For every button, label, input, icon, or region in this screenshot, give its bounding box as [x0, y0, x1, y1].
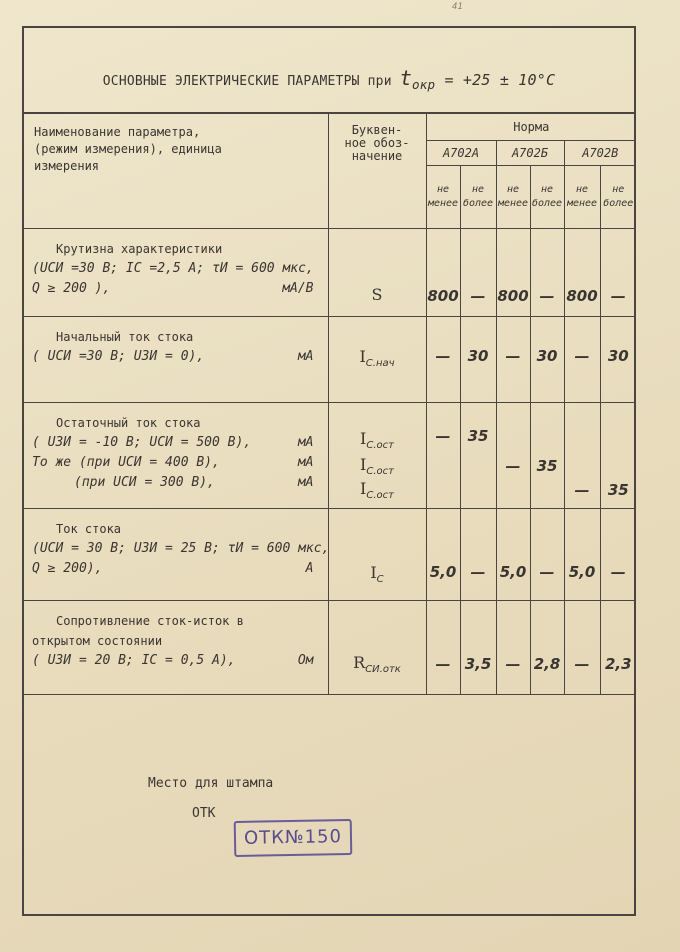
symbol-cell	[328, 403, 426, 509]
value: 800	[566, 287, 598, 305]
header-type-a: А702А	[426, 141, 496, 166]
value: 30	[467, 347, 489, 365]
param-cell: Крутизна характеристики (UСИ =30 В; IС =2,5 А; τИ = 600 мкс, Q ≥ 200 ), мА/В	[22, 229, 328, 317]
header-min-v: не менее	[564, 166, 600, 229]
header-min-b: не менее	[496, 166, 530, 229]
unit-label: мА	[297, 349, 314, 364]
value: 2,3	[604, 655, 632, 673]
stamp-place-label: Место для штампа	[148, 776, 274, 791]
symbol: S	[371, 285, 383, 304]
header-min-a: не менее	[426, 166, 460, 229]
symbol-cell	[328, 601, 426, 695]
symbol: $R_{СИ.отк}$	[353, 653, 401, 676]
value: 5,0	[429, 563, 457, 581]
value: 800	[497, 287, 529, 305]
value: —	[539, 287, 555, 305]
value: 35	[536, 457, 558, 475]
value: 5,0	[499, 563, 527, 581]
symbol: $I_С$	[370, 563, 384, 586]
unit-label: мА	[297, 455, 314, 470]
header-type-b: А702Б	[496, 141, 564, 166]
symbol-cell	[328, 317, 426, 403]
value: 30	[607, 347, 629, 365]
value: —	[610, 287, 626, 305]
param-cell: Сопротивление сток-исток в открытом состоянии ( UЗИ = 20 В; IС = 0,5 А), Ом	[22, 601, 328, 695]
value: —	[574, 347, 590, 365]
header-type-v: А702В	[564, 141, 636, 166]
symbol-cell	[328, 229, 426, 317]
table-row	[22, 509, 636, 601]
header-symbol: Буквен- ное обоз- начение	[328, 114, 426, 229]
value: —	[574, 655, 590, 673]
unit-label: А	[305, 561, 314, 576]
table-row	[22, 229, 636, 317]
value: 2,8	[533, 655, 561, 673]
parameters-table	[22, 114, 636, 695]
symbol: $I_{С.нач}$	[359, 347, 395, 370]
value: —	[505, 655, 521, 673]
symbol: $I_{С.ост}$	[360, 429, 394, 452]
value: —	[610, 563, 626, 581]
value: 35	[467, 427, 489, 445]
title-temperature: $t_{окр} = +25 \pm 10^\circ C$	[399, 66, 556, 92]
value: —	[505, 457, 521, 475]
unit-label: мА	[297, 475, 314, 490]
value: —	[574, 481, 590, 499]
value: —	[539, 563, 555, 581]
value: 35	[607, 481, 629, 499]
value: —	[505, 347, 521, 365]
value: —	[470, 563, 486, 581]
symbol-cell	[328, 509, 426, 601]
table-row	[22, 403, 636, 509]
table-row	[22, 317, 636, 403]
param-cell: Ток стока (UСИ = 30 В; UЗИ = 25 В; τИ = 600 мкс, Q ≥ 200), А	[22, 509, 328, 601]
value: 5,0	[568, 563, 596, 581]
value: 800	[427, 287, 459, 305]
unit-label: Ом	[297, 653, 314, 668]
header-max-a: не более	[460, 166, 496, 229]
unit-label: мА	[297, 435, 314, 450]
pencil-mark: 41	[452, 2, 463, 12]
header-max-b: не более	[530, 166, 564, 229]
header-max-v: не более	[600, 166, 636, 229]
value: —	[435, 347, 451, 365]
param-cell: Начальный ток стока ( UСИ =30 В; UЗИ = 0), мА	[22, 317, 328, 403]
title-main: ОСНОВНЫЕ ЭЛЕКТРИЧЕСКИЕ ПАРАМЕТРЫ при	[102, 74, 392, 89]
title-band	[22, 26, 636, 114]
header-parameter: Наименование параметра, (режим измерения), единица измерения	[22, 114, 328, 229]
document-title	[22, 66, 636, 92]
value: —	[435, 427, 451, 445]
otk-stamp: ОТК№150	[234, 819, 353, 857]
header-row-norma	[22, 114, 636, 141]
header-norma: Норма	[426, 114, 636, 141]
symbol: $I_{С.ост}$	[360, 479, 394, 502]
value: —	[470, 287, 486, 305]
value: 30	[536, 347, 558, 365]
table-row	[22, 601, 636, 695]
param-cell: Остаточный ток стока ( UЗИ = -10 В; UСИ = 500 В), мА То же (при UСИ = 400 В), мА (при UСИ = 300 В), мА	[22, 403, 328, 509]
value: —	[435, 655, 451, 673]
unit-label: мА/В	[282, 281, 314, 296]
stamp-otk-label: ОТК	[192, 806, 216, 821]
value: 3,5	[464, 655, 492, 673]
symbol: $I_{С.ост}$	[360, 455, 394, 478]
